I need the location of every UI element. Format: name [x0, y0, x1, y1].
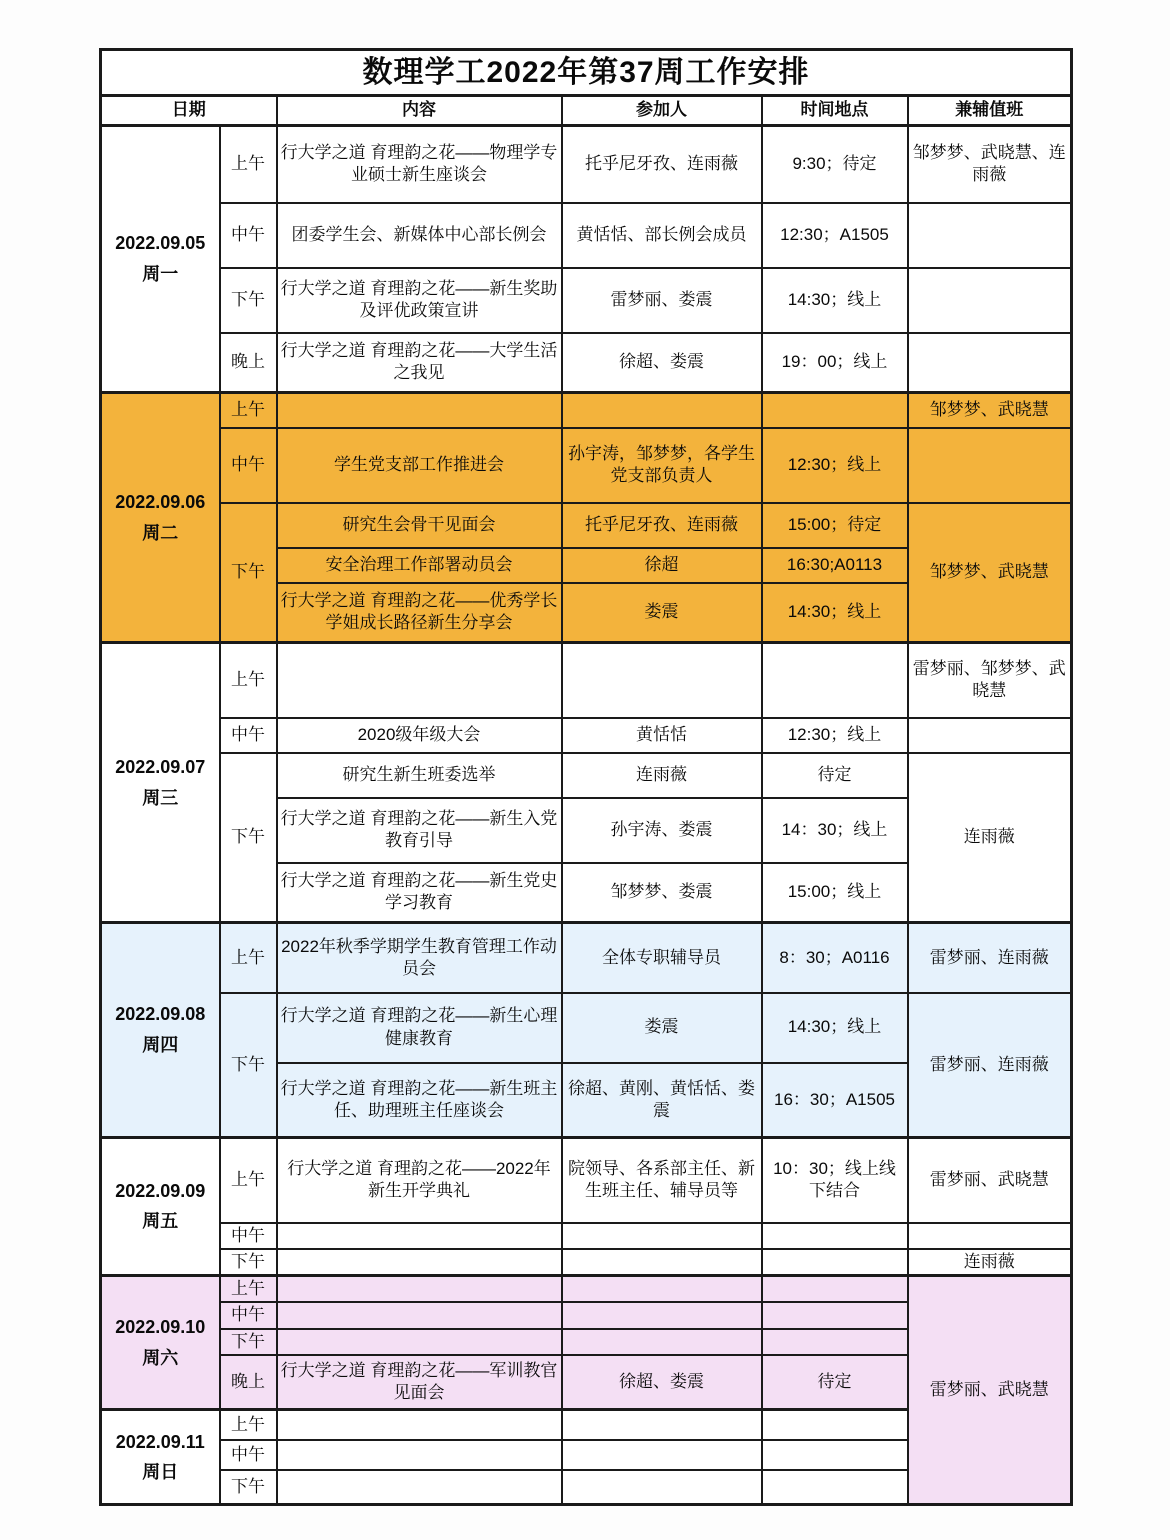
empty-cell	[762, 1249, 908, 1276]
empty-cell	[277, 1249, 562, 1276]
duty-cell-weekend: 雷梦丽、武晓慧	[908, 1275, 1072, 1505]
time-place-cell: 待定	[762, 1355, 908, 1410]
content-cell: 2022年秋季学期学生教育管理工作动员会	[277, 923, 562, 993]
empty-cell	[908, 428, 1072, 503]
empty-cell	[562, 1302, 762, 1329]
time-place-cell: 16:30;A0113	[762, 548, 908, 583]
empty-cell	[277, 1410, 562, 1440]
empty-cell	[762, 393, 908, 428]
content-cell: 行大学之道 育理韵之花——新生入党教育引导	[277, 798, 562, 863]
content-cell: 行大学之道 育理韵之花——新生班主任、助理班主任座谈会	[277, 1063, 562, 1138]
time-place-cell: 19：00；线上	[762, 333, 908, 393]
slot-tue-am: 上午	[220, 393, 277, 428]
content-cell: 2020级年级大会	[277, 718, 562, 753]
slot-tue-pm: 下午	[220, 503, 277, 643]
slot-mon-noon: 中午	[220, 203, 277, 268]
empty-cell	[277, 393, 562, 428]
time-place-cell: 14:30；线上	[762, 993, 908, 1063]
weekday-text: 周日	[142, 1462, 179, 1483]
empty-cell	[762, 1410, 908, 1440]
date-text: 2022.09.09	[115, 1180, 206, 1201]
date-cell-sunday	[101, 1410, 220, 1505]
empty-cell	[908, 268, 1072, 333]
participants-cell: 雷梦丽、娄震	[562, 268, 762, 333]
weekday-text: 周一	[142, 264, 179, 284]
empty-cell	[562, 1249, 762, 1276]
content-cell: 行大学之道 育理韵之花——物理学专业硕士新生座谈会	[277, 126, 562, 203]
slot-mon-pm: 下午	[220, 268, 277, 333]
slot-wed-noon: 中午	[220, 718, 277, 753]
time-place-cell: 14：30；线上	[762, 798, 908, 863]
content-cell: 行大学之道 育理韵之花——优秀学长学姐成长路径新生分享会	[277, 583, 562, 643]
slot-sat-am: 上午	[220, 1275, 277, 1302]
weekday-text: 周五	[142, 1211, 179, 1232]
empty-cell	[562, 393, 762, 428]
time-place-cell: 10：30；线上线下结合	[762, 1138, 908, 1223]
empty-cell	[277, 643, 562, 718]
content-cell: 行大学之道 育理韵之花——2022年新生开学典礼	[277, 1138, 562, 1223]
empty-cell	[277, 1302, 562, 1329]
slot-sun-am: 上午	[220, 1410, 277, 1440]
participants-cell: 徐超	[562, 548, 762, 583]
content-cell: 安全治理工作部署动员会	[277, 548, 562, 583]
empty-cell	[277, 1275, 562, 1302]
col-header-content: 内容	[277, 96, 562, 126]
empty-cell	[762, 1470, 908, 1505]
page-title: 数理学工2022年第37周工作安排	[101, 50, 1072, 96]
time-place-cell: 12:30；A1505	[762, 203, 908, 268]
col-header-duty: 兼辅值班	[908, 96, 1072, 126]
duty-cell: 邹梦梦、武晓慧	[908, 503, 1072, 643]
date-cell-thursday	[101, 923, 220, 1138]
time-place-cell: 14:30；线上	[762, 583, 908, 643]
empty-cell	[908, 1223, 1072, 1249]
participants-cell: 邹梦梦、娄震	[562, 863, 762, 923]
participants-cell: 连雨薇	[562, 753, 762, 798]
duty-cell: 邹梦梦、武晓慧	[908, 393, 1072, 428]
time-place-cell: 12:30；线上	[762, 718, 908, 753]
participants-cell: 院领导、各系部主任、新生班主任、辅导员等	[562, 1138, 762, 1223]
slot-mon-eve: 晚上	[220, 333, 277, 393]
slot-mon-am: 上午	[220, 126, 277, 203]
time-place-cell: 15:00；线上	[762, 863, 908, 923]
empty-cell	[762, 643, 908, 718]
slot-sat-noon: 中午	[220, 1302, 277, 1329]
content-cell: 行大学之道 育理韵之花——新生党史学习教育	[277, 863, 562, 923]
weekday-text: 周六	[142, 1347, 179, 1368]
participants-cell: 黄恬恬	[562, 718, 762, 753]
date-cell-friday	[101, 1138, 220, 1276]
content-cell: 研究生会骨干见面会	[277, 503, 562, 548]
empty-cell	[908, 718, 1072, 753]
slot-fri-noon: 中午	[220, 1223, 277, 1249]
duty-cell: 连雨薇	[908, 753, 1072, 923]
date-text: 2022.09.05	[115, 233, 206, 254]
col-header-time-place: 时间地点	[762, 96, 908, 126]
slot-wed-am: 上午	[220, 643, 277, 718]
participants-cell: 徐超、黄刚、黄恬恬、娄震	[562, 1063, 762, 1138]
slot-thu-am: 上午	[220, 923, 277, 993]
time-place-cell: 8：30；A0116	[762, 923, 908, 993]
participants-cell: 徐超、娄震	[562, 1355, 762, 1410]
empty-cell	[277, 1223, 562, 1249]
duty-cell: 邹梦梦、武晓慧、连雨薇	[908, 126, 1072, 203]
content-cell: 学生党支部工作推进会	[277, 428, 562, 503]
duty-cell: 雷梦丽、武晓慧	[908, 1138, 1072, 1223]
weekday-text: 周三	[142, 787, 179, 808]
slot-tue-noon: 中午	[220, 428, 277, 503]
date-text: 2022.09.10	[115, 1316, 206, 1337]
participants-cell: 托乎尼牙孜、连雨薇	[562, 503, 762, 548]
empty-cell	[908, 203, 1072, 268]
content-cell: 行大学之道 育理韵之花——军训教官见面会	[277, 1355, 562, 1410]
date-cell-saturday	[101, 1275, 220, 1410]
date-text: 2022.09.06	[115, 491, 206, 512]
participants-cell: 徐超、娄震	[562, 333, 762, 393]
empty-cell	[562, 1275, 762, 1302]
participants-cell: 孙宇涛，邹梦梦，各学生党支部负责人	[562, 428, 762, 503]
time-place-cell: 14:30；线上	[762, 268, 908, 333]
slot-fri-am: 上午	[220, 1138, 277, 1223]
empty-cell	[562, 1329, 762, 1355]
empty-cell	[762, 1275, 908, 1302]
participants-cell: 托乎尼牙孜、连雨薇	[562, 126, 762, 203]
schedule-table	[99, 48, 1073, 1506]
date-text: 2022.09.08	[115, 1004, 206, 1025]
empty-cell	[762, 1440, 908, 1470]
date-cell-tuesday	[101, 393, 220, 643]
time-place-cell: 9:30；待定	[762, 126, 908, 203]
date-cell-monday	[101, 126, 220, 393]
content-cell: 行大学之道 育理韵之花——新生心理健康教育	[277, 993, 562, 1063]
schedule-sheet	[99, 48, 1073, 1506]
date-text: 2022.09.11	[115, 1431, 205, 1452]
time-place-cell: 15:00；待定	[762, 503, 908, 548]
empty-cell	[562, 1410, 762, 1440]
slot-sat-pm: 下午	[220, 1329, 277, 1355]
slot-fri-pm: 下午	[220, 1249, 277, 1276]
duty-cell: 连雨薇	[908, 1249, 1072, 1276]
slot-thu-pm: 下午	[220, 993, 277, 1138]
empty-cell	[762, 1329, 908, 1355]
time-place-cell: 待定	[762, 753, 908, 798]
empty-cell	[277, 1329, 562, 1355]
empty-cell	[277, 1440, 562, 1470]
weekday-text: 周四	[142, 1035, 179, 1055]
col-header-date: 日期	[101, 96, 277, 126]
slot-wed-pm: 下午	[220, 753, 277, 923]
time-place-cell: 16：30；A1505	[762, 1063, 908, 1138]
content-cell: 行大学之道 育理韵之花——新生奖助及评优政策宣讲	[277, 268, 562, 333]
empty-cell	[277, 1470, 562, 1505]
date-cell-wednesday	[101, 643, 220, 923]
participants-cell: 娄震	[562, 583, 762, 643]
duty-cell: 雷梦丽、连雨薇	[908, 923, 1072, 993]
empty-cell	[562, 1440, 762, 1470]
content-cell: 研究生新生班委选举	[277, 753, 562, 798]
empty-cell	[762, 1302, 908, 1329]
slot-sun-noon: 中午	[220, 1440, 277, 1470]
slot-sat-eve: 晚上	[220, 1355, 277, 1410]
participants-cell: 娄震	[562, 993, 762, 1063]
content-cell: 行大学之道 育理韵之花——大学生活之我见	[277, 333, 562, 393]
empty-cell	[562, 1470, 762, 1505]
participants-cell: 孙宇涛、娄震	[562, 798, 762, 863]
slot-sun-pm: 下午	[220, 1470, 277, 1505]
empty-cell	[762, 1223, 908, 1249]
date-text: 2022.09.07	[115, 756, 206, 777]
empty-cell	[562, 1223, 762, 1249]
time-place-cell: 12:30；线上	[762, 428, 908, 503]
empty-cell	[908, 333, 1072, 393]
col-header-participants: 参加人	[562, 96, 762, 126]
empty-cell	[562, 643, 762, 718]
participants-cell: 黄恬恬、部长例会成员	[562, 203, 762, 268]
participants-cell: 全体专职辅导员	[562, 923, 762, 993]
duty-cell: 雷梦丽、连雨薇	[908, 993, 1072, 1138]
content-cell: 团委学生会、新媒体中心部长例会	[277, 203, 562, 268]
duty-cell: 雷梦丽、邹梦梦、武晓慧	[908, 643, 1072, 718]
weekday-text: 周二	[142, 522, 179, 543]
